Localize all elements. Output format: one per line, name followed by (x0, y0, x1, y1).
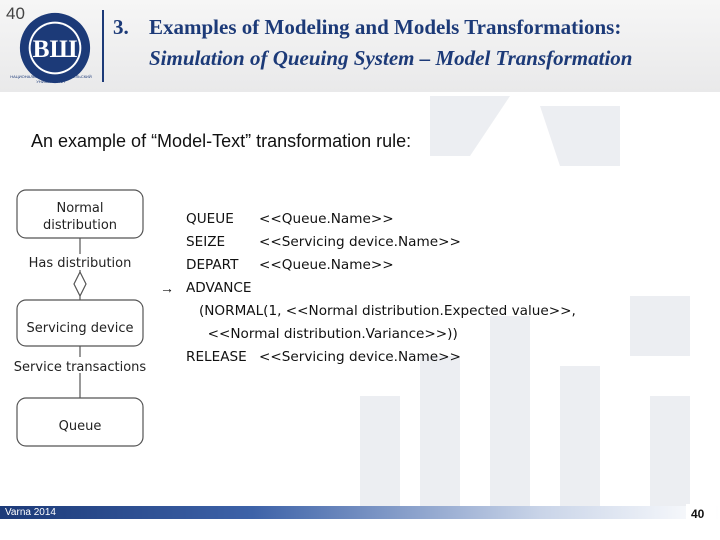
box1-line1: Normal (56, 201, 104, 216)
footer-text: Varna 2014 (5, 507, 56, 518)
slide-subtitle-italic: Simulation of Queuing System – Model Transformation (149, 46, 633, 70)
svg-text:ВШ: ВШ (32, 34, 78, 63)
box2-label: Servicing device (26, 321, 134, 336)
code-line: <<Normal distribution.Variance>>)) (186, 326, 458, 342)
code-line: RELEASE <<Servicing device.Name>> (186, 349, 461, 365)
gpss-code-block (186, 208, 576, 369)
code-line: (NORMAL(1, <<Normal distribution.Expected value>>, (186, 303, 576, 319)
relation-service-transactions: Service transactions (13, 360, 147, 375)
footer-bar (0, 506, 720, 519)
header-divider (102, 10, 104, 82)
rule-heading: An example of “Model-Text” transformation rule: (31, 131, 412, 151)
slide-number: 40 (6, 4, 25, 23)
logo-caption: НАЦИОНАЛЬНЫЙ ИССЛЕДОВАТЕЛЬСКИЙ УНИВЕРСИТЕТ (10, 74, 92, 84)
code-line: QUEUE <<Queue.Name>> (186, 211, 394, 227)
uml-diagram (0, 184, 160, 474)
slide-title: Examples of Modeling and Models Transformations: (149, 15, 622, 39)
box3-label: Queue (58, 419, 102, 434)
code-line: SEIZE <<Servicing device.Name>> (186, 234, 461, 250)
page-number: 40 (691, 507, 705, 521)
section-number: 3. (113, 15, 129, 39)
arrow-icon: → (160, 280, 174, 296)
box1-line2: distribution (42, 218, 118, 233)
code-line: DEPART <<Queue.Name>> (186, 257, 394, 273)
relation-has-distribution: Has distribution (28, 256, 132, 271)
code-line: ADVANCE (186, 280, 252, 296)
